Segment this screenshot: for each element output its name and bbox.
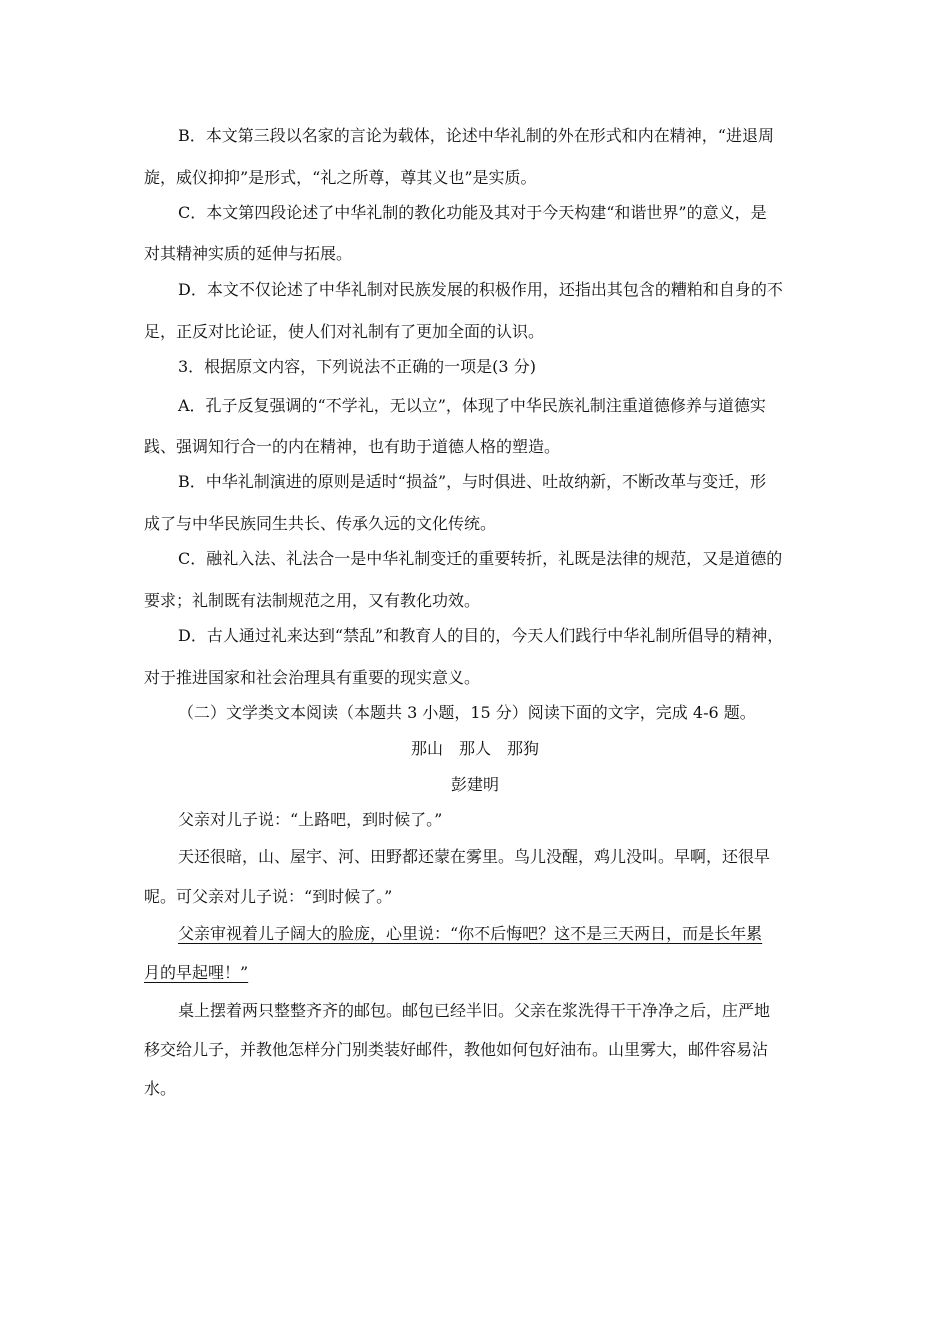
option-d-line-1: D．本文不仅论述了中华礼制对民族发展的积极作用，还指出其包含的糟粕和自身的不 — [178, 280, 783, 299]
q3-option-c-line-1: C．融礼入法、礼法合一是中华礼制变迁的重要转折，礼既是法律的规范，又是道德的 — [178, 549, 783, 568]
story-para-2-line-2: 呢。可父亲对儿子说：“到时候了。” — [144, 887, 393, 906]
q3-option-d-line-2: 对于推进国家和社会治理具有重要的现实意义。 — [144, 668, 481, 687]
question-3-stem: 3．根据原文内容，下列说法不正确的一项是(3 分) — [178, 357, 536, 376]
story-para-2-line-1: 天还很暗，山、屋宇、河、田野都还蒙在雾里。鸟儿没醒，鸡儿没叫。早啊，还很早 — [178, 847, 771, 866]
story-author: 彭建明 — [450, 775, 499, 794]
story-para-4-line-3: 水。 — [144, 1079, 177, 1098]
option-d-line-2: 足，正反对比论证，使人们对礼制有了更加全面的认识。 — [144, 322, 545, 341]
q3-option-a-line-2: 践、强调知行合一的内在精神，也有助于道德人格的塑造。 — [144, 437, 561, 456]
q3-option-b-line-1: B．中华礼制演进的原则是适时“损益”，与时俱进、吐故纳新，不断改革与变迁，形 — [178, 472, 767, 491]
q3-option-b-line-2: 成了与中华民族同生共长、传承久远的文化传统。 — [144, 514, 497, 533]
story-para-1: 父亲对儿子说：“上路吧，到时候了。” — [178, 810, 443, 829]
story-para-4-line-1: 桌上摆着两只整整齐齐的邮包。邮包已经半旧。父亲在浆洗得干干净净之后，庄严地 — [178, 1001, 771, 1020]
q3-option-c-line-2: 要求；礼制既有法制规范之用，又有教化功效。 — [144, 591, 481, 610]
story-title: 那山 那人 那狗 — [410, 739, 539, 758]
q3-option-a-line-1: A．孔子反复强调的“不学礼，无以立”，体现了中华民族礼制注重道德修养与道德实 — [178, 396, 766, 415]
option-c-line-1: C．本文第四段论述了中华礼制的教化功能及其对于今天构建“和谐世界”的意义，是 — [178, 203, 767, 222]
story-para-4-line-2: 移交给儿子，并教他怎样分门别类装好邮件，教他如何包好油布。山里雾大，邮件容易沾 — [144, 1040, 769, 1059]
q3-option-d-line-1: D．古人通过礼来达到“禁乱”和教育人的目的，今天人们践行中华礼制所倡导的精神， — [178, 626, 784, 645]
option-b-line-2: 旋，威仪抑抑”是形式，“礼之所尊，尊其义也”是实质。 — [144, 168, 537, 187]
story-underlined-line-1: 父亲审视着儿子阔大的脸庞，心里说：“你不后悔吧？这不是三天两日，而是长年累 — [178, 924, 763, 943]
option-c-line-2: 对其精神实质的延伸与拓展。 — [144, 244, 353, 263]
section-heading: （二）文学类文本阅读（本题共 3 小题，15 分）阅读下面的文字，完成 4-6 题。 — [178, 703, 756, 722]
option-b-line-1: B．本文第三段以名家的言论为载体，论述中华礼制的外在形式和内在精神，“进退周 — [178, 126, 774, 145]
story-underlined-line-2: 月的早起哩！” — [144, 963, 249, 982]
